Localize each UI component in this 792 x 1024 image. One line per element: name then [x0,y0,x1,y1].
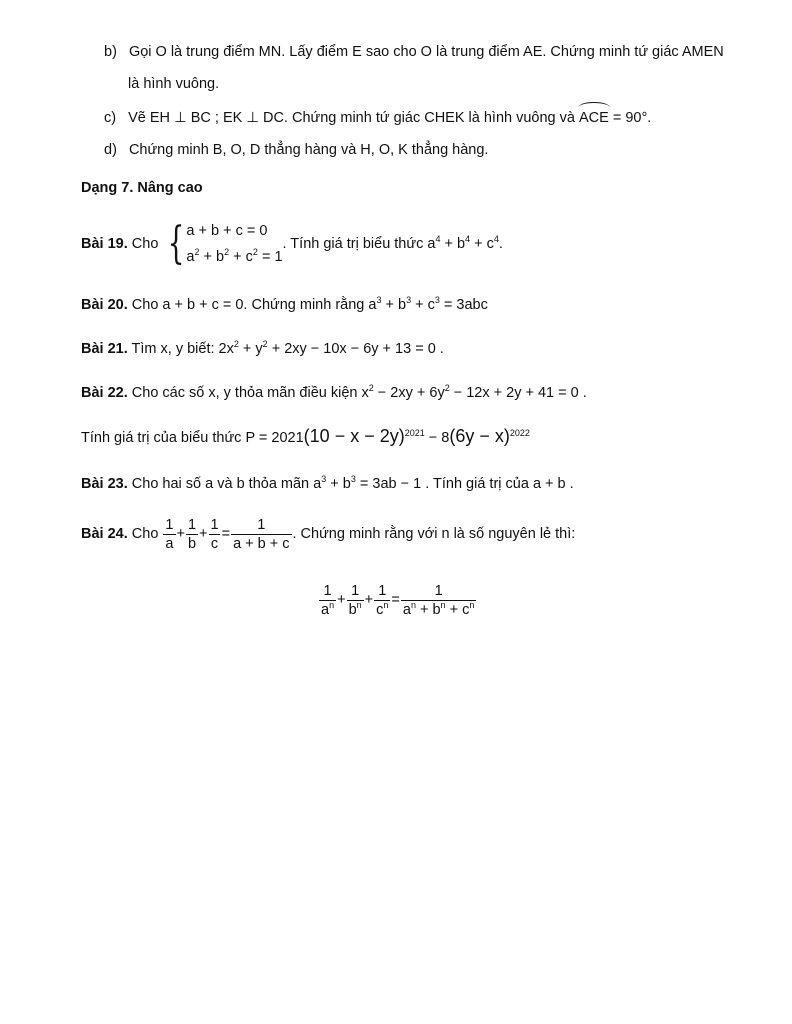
bai23-expr: $a^3 + b^3 = 3ab - 1$ . [313,474,430,492]
bai22-text: Cho các số x, y thỏa mãn điều kiện [131,385,362,401]
bai23 [81,474,574,494]
angle-ace: ACE [578,110,609,126]
bai22-line2-expr: $P = 2021(10 - x - 2y)^{2021} - 8(6y - x)^{2022}$ [245,426,530,446]
bai21 [81,339,444,359]
brace-icon: { [168,218,185,269]
bai24-display-formula: $\frac{1}{a^n}$ + $\frac{1}{b^n}$ + $\frac{1}{c^n}$ = $\frac{1}{a^n + b^n + c^n}$ [321,582,475,618]
bai24-tail: . Chứng minh rằng với n là số nguyên lẻ thì: [292,526,576,542]
item-b-text: Gọi O là trung điểm MN. Lấy điểm E sao cho O là trung điểm AE. Chứng minh tứ giác AMEN [128,44,724,60]
bai21-label: Bài 21. [81,341,128,357]
frac-1-over-sum-n: $\frac{1}{a^n + b^n + c^n}$ [402,582,475,618]
bai19-system [162,218,282,270]
frac-1-over-b: $\frac{1}{b}$ [187,516,197,552]
bai23-text: Cho hai số a và b thỏa mãn [131,476,314,492]
bai20 [81,295,488,315]
bai24-label: Bài 24. [81,526,128,542]
bai22-label: Bài 22. [81,385,128,401]
bai24-lead: Cho [131,526,159,542]
item-d-line [104,140,488,160]
bai20-label: Bài 20. [81,297,128,313]
item-b-line-1 [104,42,724,62]
item-b-label: b) [104,44,117,60]
section-title: Dạng 7. Nâng cao [81,180,203,196]
item-d-text: Chứng minh B, O, D thẳng hàng và H, O, K thẳng hàng. [128,142,489,158]
bai19-tail: . Tính giá trị biểu thức [282,235,428,252]
bai22-line-2 [81,428,530,448]
frac-1-over-a: $\frac{1}{a}$ [165,516,174,552]
frac-1-over-an: $\frac{1}{a^n}$ [321,582,335,618]
frac-1-over-c: $\frac{1}{c}$ [210,516,219,552]
frac-1-over-cn: $\frac{1}{c^n}$ [376,582,389,618]
bai21-expr: $2x^2 + y^2 + 2xy - 10x - 6y + 13 = 0$ . [218,339,444,357]
bai23-label: Bài 23. [81,476,128,492]
bai19-lead: Cho [131,235,159,252]
bai19 [81,218,503,270]
bai22 [81,383,587,403]
bai22-expr: $x^2 - 2xy + 6y^2 - 12x + 2y + 41 = 0$ . [361,383,587,401]
item-b-line-2: là hình vuông. [128,76,220,92]
frac-1-over-bn: $\frac{1}{b^n}$ [348,582,362,618]
bai21-text: Tìm x, y biết: [131,341,219,357]
item-c-label: c) [104,110,117,126]
bai23-tail-expr: a + b . [532,476,574,492]
bai23-tail: Tính giá trị của [429,476,533,492]
bai20-text: Cho a + b + c = 0. Chứng minh rằng [131,297,369,313]
bai22-line2-text: Tính giá trị của biểu thức [81,430,246,446]
bai19-eq1: a + b + c = 0 [186,223,268,239]
bai19-expr: $a^4 + b^4 + c^4$. [427,233,503,252]
frac-1-over-sum: $\frac{1}{a + b + c}$ [233,516,290,552]
bai24: Bài 24. Cho $\frac{1}{a}$ + $\frac{1}{b}$ + $\frac{1}{c}$ = $\frac{1}{a + b + c}$ . Chứng minh rằng với n là số nguyên lẻ thì: [81,516,576,552]
bai20-expr: $a^3 + b^3 + c^3 = 3abc$ [368,295,488,313]
item-d-label: d) [104,142,117,158]
item-c-line [104,108,651,128]
bai19-label: Bài 19. [81,235,128,252]
item-c-text-2: = 90°. [608,110,652,126]
bai19-eq2: $a^2 + b^2 + c^2 = 1$ [186,247,283,265]
item-c-text: Vẽ EH ⊥ BC ; EK ⊥ DC. Chứng minh tứ giác CHEK là hình vuông và [128,110,579,126]
